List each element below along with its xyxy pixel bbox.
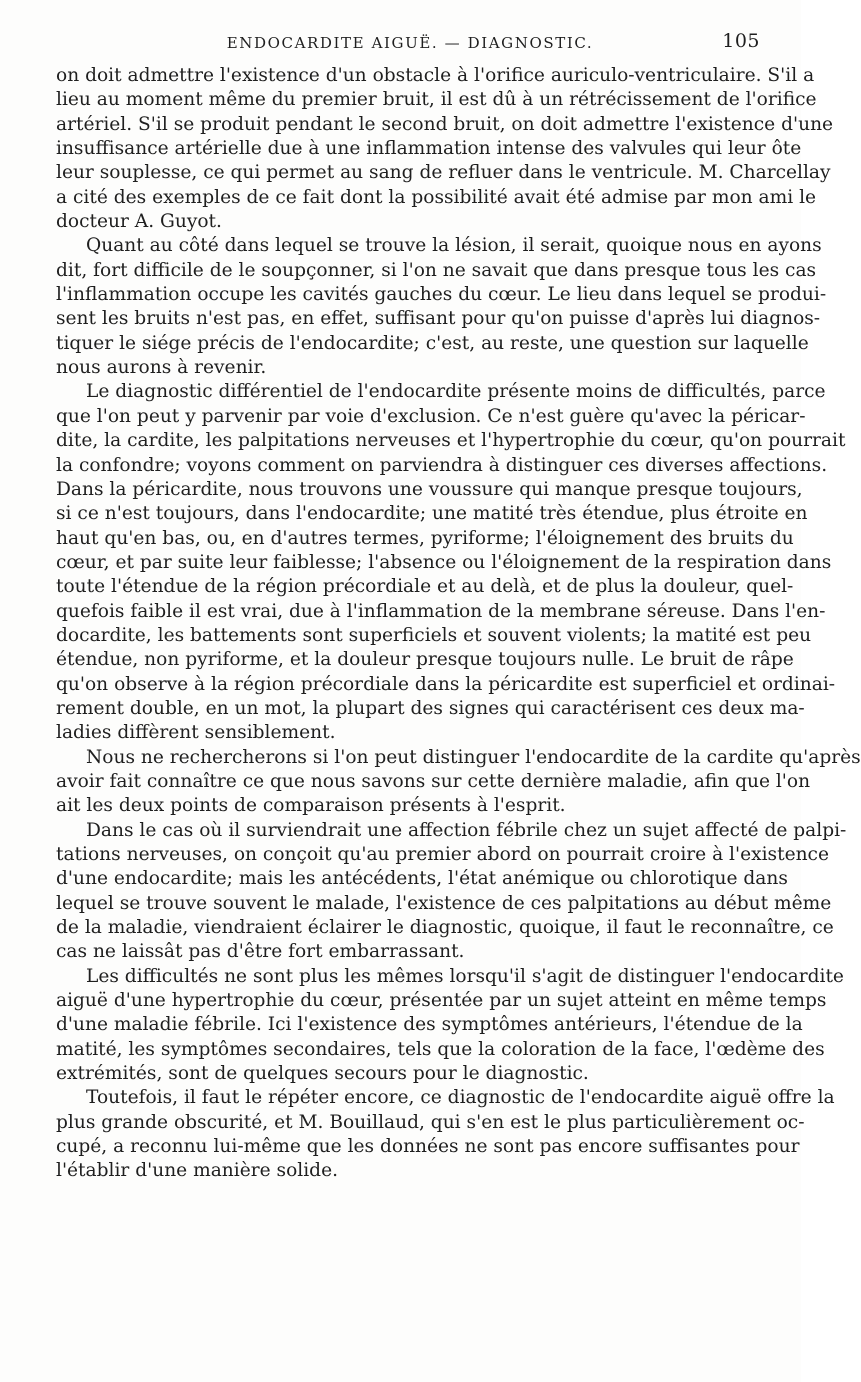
text-line: Les difficultés ne sont plus les mêmes lorsqu'il s'agit de distinguer l'endocardite [86,965,844,987]
text-line: étendue, non pyriforme, et la douleur presque toujours nulle. Le bruit de râpe [56,649,794,671]
text-line: ladies diffèrent sensiblement. [56,722,336,744]
text-line: a cité des exemples de ce fait dont la possibilité avait été admise par mon ami le [56,186,817,208]
text-line: docardite, les battements sont superficiels et souvent violents; la matité est peu [56,624,812,646]
text-line: qu'on observe à la région précordiale dans la péricardite est superficiel et ordinai- [56,673,836,695]
text-line: l'établir d'une manière solide. [56,1160,338,1182]
text-line: de la maladie, viendraient éclairer le diagnostic, quoique, il faut le reconnaître, ce [56,917,834,939]
text-line: cupé, a reconnu lui-même que les données ne sont pas encore suffisantes pour [56,1136,800,1158]
text-line: d'une maladie fébrile. Ici l'existence des symptômes antérieurs, l'étendue de la [56,1014,803,1036]
text-line: lieu au moment même du premier bruit, il est dû à un rétrécissement de l'orifice [56,89,817,111]
text-line: Le diagnostic différentiel de l'endocardite présente moins de difficultés, parce [86,381,826,403]
running-head [60,28,760,58]
text-line: haut qu'en bas, ou, en d'autres termes, pyriforme; l'éloignement des bruits du [56,527,794,549]
text-line: rement double, en un mot, la plupart des signes qui caractérisent ces deux ma- [56,697,805,719]
text-line: tations nerveuses, on conçoit qu'au premier abord on pourrait croire à l'existence [56,844,829,865]
text-line: on doit admettre l'existence d'un obstacle à l'orifice auriculo-ventriculaire. S'il a [56,65,815,86]
text-line: Nous ne rechercherons si l'on peut distinguer l'endocardite de la cardite qu'après [86,746,861,768]
text-line: cœur, et par suite leur faiblesse; l'absence ou l'éloignement de la respiration dans [56,551,832,573]
text-line: Dans le cas où il surviendrait une affection fébrile chez un sujet affecté de palpi- [86,819,847,841]
text-line: insuffisance artérielle due à une inflammation intense des valvules qui leur ôte [56,138,802,160]
text-line: dit, fort difficile de le soupçonner, si l'on ne savait que dans presque tous les cas [56,259,817,281]
text-line: quefois faible il est vrai, due à l'inflammation de la membrane séreuse. Dans l'en- [56,600,826,622]
text-line: Dans la péricardite, nous trouvons une voussure qui manque presque toujours, [56,478,803,500]
text-line: que l'on peut y parvenir par voie d'exclusion. Ce n'est guère qu'avec la péricar- [56,405,806,427]
text-line: sent les bruits n'est pas, en effet, suffisant pour qu'on puisse d'après lui diagnos- [56,308,821,330]
text-line: plus grande obscurité, et M. Bouillaud, qui s'en est le plus particulièrement oc- [56,1111,805,1133]
text-line: leur souplesse, ce qui permet au sang de refluer dans le ventricule. M. Charcellay [56,162,831,184]
text-line: ait les deux points de comparaison présents à l'esprit. [56,795,566,817]
text-line: avoir fait connaître ce que nous savons sur cette dernière maladie, afin que l'on [56,770,811,792]
page-number: 105 [722,30,760,52]
text-line: lequel se trouve souvent le malade, l'existence de ces palpitations au début même [56,892,832,914]
text-line: dite, la cardite, les palpitations nerveuses et l'hypertrophie du cœur, qu'on pourrait [56,430,846,452]
text-line: la confondre; voyons comment on parviendra à distinguer ces diverses affections. [56,454,828,476]
text-line: nous aurons à revenir. [56,357,267,379]
text-line: si ce n'est toujours, dans l'endocardite; une matité très étendue, plus étroite en [56,503,808,525]
text-line: toute l'étendue de la région précordiale et au delà, et de plus la douleur, quel- [56,576,794,598]
text-line: extrémités, sont de quelques secours pour le diagnostic. [56,1063,589,1085]
text-line: tiquer le siége précis de l'endocardite; c'est, au reste, une question sur laquelle [56,332,809,354]
running-title: ENDOCARDITE AIGUË. — DIAGNOSTIC. [226,34,594,52]
text-line: artériel. S'il se produit pendant le second bruit, on doit admettre l'existence d'une [56,113,834,135]
text-line: l'inflammation occupe les cavités gauches du cœur. Le lieu dans lequel se produi- [56,284,827,306]
text-line: Toutefois, il faut le répéter encore, ce diagnostic de l'endocardite aiguë offre la [86,1087,835,1109]
text-line: d'une endocardite; mais les antécédents, l'état anémique ou chlorotique dans [56,868,788,890]
text-line: matité, les symptômes secondaires, tels que la coloration de la face, l'œdème des [56,1038,825,1060]
text-line: aiguë d'une hypertrophie du cœur, présentée par un sujet atteint en même temps [56,990,827,1012]
text-line: Quant au côté dans lequel se trouve la lésion, il serait, quoique nous en ayons [86,235,822,257]
body-text [56,64,861,1184]
text-line: cas ne laissât pas d'être fort embarrassant. [56,941,465,963]
text-line: docteur A. Guyot. [56,211,222,233]
